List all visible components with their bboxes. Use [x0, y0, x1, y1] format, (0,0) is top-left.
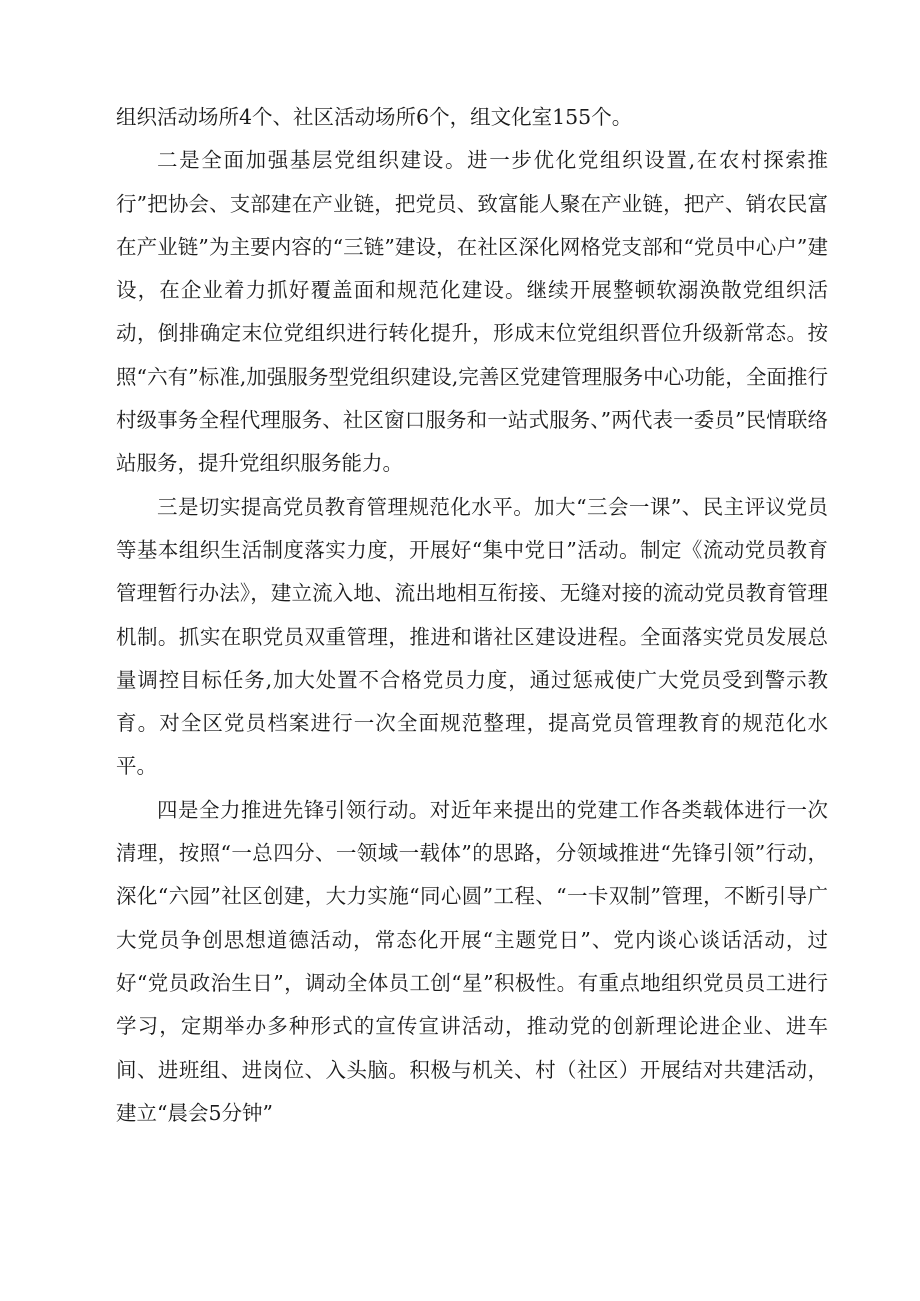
paragraph-point-three: 三是切实提高党员教育管理规范化水平。加大“三会一课”、民主评议党员等基本组织生活制度落实力度，开展好“集中党日”活动。制定《流动党员教育管理暂行办法》，建立流入地、流出地相互衔接、无缝对接的流动党员教育管理机制。抓实在职党员双重管理，推进和谐社区建设进程。全面落实党员发展总量调控目标任务,加大处置不合格党员力度，通过惩戒使广大党员受到警示教育。对全区党员档案进行一次全面规范整理，提高党员管理教育的规范化水平。	[116, 494, 828, 779]
paragraph-continuation: 组织活动场所4个、社区活动场所6个，组文化室155个。	[116, 105, 633, 129]
paragraph-point-four: 四是全力推进先锋引领行动。对近年来提出的党建工作各类载体进行一次清理，按照“一总四分、一领域一载体”的思路，分领域推进“先锋引领”行动，深化“六园”社区创建，大力实施“同心圆”工程、“一卡双制”管理，不断引导广大党员争创思想道德活动，常态化开展“主题党日”、党内谈心谈话活动，过好“党员政治生日”，调动全体员工创“星”积极性。有重点地组织党员员工进行学习，定期举办多种形式的宣传宣讲活动，推动党的创新理论进企业、进车间、进班组、进岗位、入头脑。积极与机关、村（社区）开展结对共建活动，建立“晨会5分钟”	[116, 797, 828, 1125]
paragraph-point-two: 二是全面加强基层党组织建设。进一步优化党组织设置,在农村探索推行”把协会、支部建在产业链，把党员、致富能人聚在产业链，把产、销农民富在产业链”为主要内容的“三链”建设，在社区深化网格党支部和“党员中心户”建设，在企业着力抓好覆盖面和规范化建设。继续开展整顿软溺涣散党组织活动，倒排确定末位党组织进行转化提升，形成末位党组织晋位升级新常态。按照“六有”标准,加强服务型党组织建设,完善区党建管理服务中心功能，全面推行村级事务全程代理服务、社区窗口服务和一站式服务、”两代表一委员”民情联络站服务，提升党组织服务能力。	[116, 148, 828, 476]
document-body	[116, 96, 828, 1135]
